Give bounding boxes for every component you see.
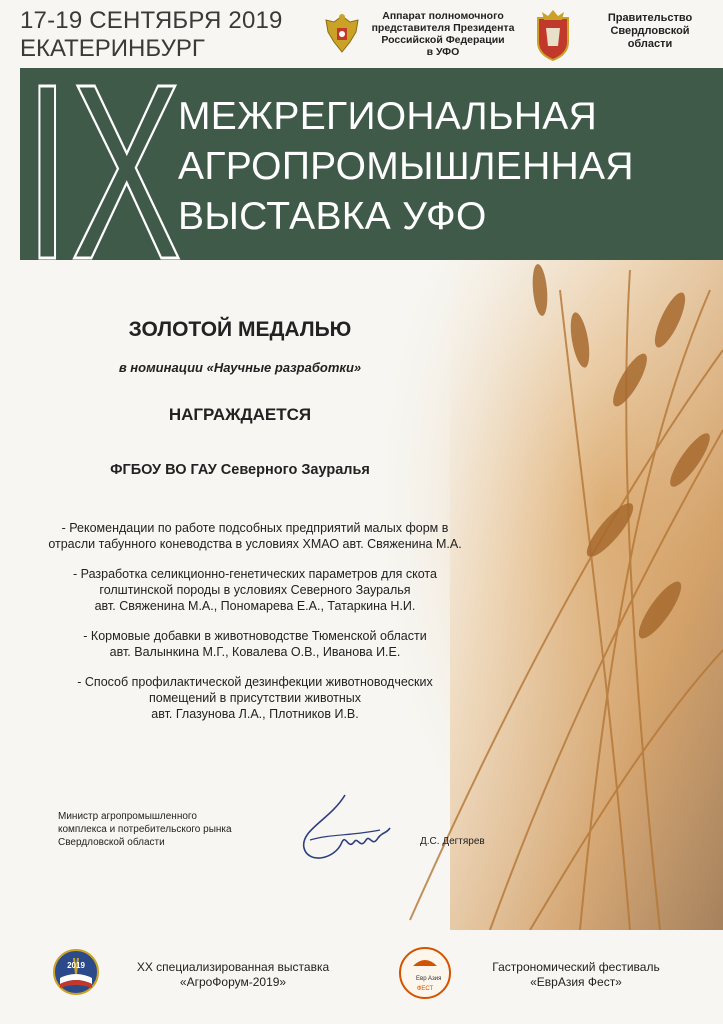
title-line-1: МЕЖРЕГИОНАЛЬНАЯ bbox=[178, 95, 598, 138]
recipient-name: ФГБОУ ВО ГАУ Северного Зауралья bbox=[110, 462, 370, 478]
roman-numeral-text: IX bbox=[24, 52, 182, 272]
work-line: авт. Свяженина М.А., Пономарева Е.А., Татаркина Н.И. bbox=[94, 599, 416, 613]
footer-right-line: «ЕврАзия Фест» bbox=[530, 975, 622, 989]
work-line: авт. Глазунова Л.А., Плотников И.В. bbox=[151, 707, 359, 721]
work-line: отрасли табунного коневодства в условиях ХМАО авт. Свяженина М.А. bbox=[48, 537, 462, 551]
footer-left-text bbox=[108, 960, 358, 990]
eurasia-logo-line: Евр bbox=[416, 976, 427, 982]
footer-left-line: XX специализированная выставка bbox=[136, 960, 330, 974]
org2-line: Правительство bbox=[607, 12, 693, 24]
work-item bbox=[20, 674, 490, 722]
org1-line: Российской Федерации bbox=[381, 34, 505, 46]
position-line: Свердловской области bbox=[58, 837, 165, 848]
work-line: - Способ профилактической дезинфекции животноводческих bbox=[77, 675, 433, 689]
works-list bbox=[20, 520, 490, 736]
sverdlovsk-coat-of-arms-icon bbox=[528, 8, 578, 62]
org1-line: Аппарат полномочного bbox=[382, 10, 504, 22]
award-medal: ЗОЛОТОЙ МЕДАЛЬЮ bbox=[128, 318, 352, 341]
work-line: - Рекомендации по работе подсобных предприятий малых форм в bbox=[61, 521, 449, 535]
work-line: голштинской породы в условиях Северного Зауралья bbox=[99, 583, 411, 597]
footer-right-text bbox=[456, 960, 696, 990]
work-item bbox=[20, 520, 490, 552]
eurasia-logo-line: ФЕСТ bbox=[416, 986, 434, 992]
position-line: Министр агропромышленного bbox=[58, 811, 197, 822]
work-line: - Разработка селикционно-генетических параметров для скота bbox=[73, 567, 437, 581]
work-line: помещений в присутствии животных bbox=[148, 691, 362, 705]
org1-line: представителя Президента bbox=[371, 22, 515, 34]
org2-line: Свердловской bbox=[610, 25, 690, 37]
org2-line: области bbox=[627, 38, 673, 50]
work-item bbox=[20, 628, 490, 660]
position-line: комплекса и потребительского рынка bbox=[58, 824, 232, 835]
russia-coat-of-arms-icon bbox=[320, 12, 364, 58]
roman-numeral-ix bbox=[20, 52, 190, 272]
handwritten-signature-icon bbox=[290, 790, 400, 870]
signer-name: Д.С. Дегтярев bbox=[420, 836, 485, 847]
title-line-2: АГРОПРОМЫШЛЕННАЯ bbox=[178, 145, 634, 188]
eurasia-logo-line: Азия bbox=[428, 976, 442, 982]
awarded-heading: НАГРАЖДАЕТСЯ bbox=[168, 405, 312, 424]
agroforum-logo-year: 2019 bbox=[67, 961, 85, 970]
eurasia-fest-logo-icon bbox=[398, 946, 452, 1000]
event-city: ЕКАТЕРИНБУРГ bbox=[20, 35, 205, 62]
agroforum-logo-icon bbox=[52, 948, 100, 996]
footer-right-line: Гастрономический фестиваль bbox=[492, 960, 660, 974]
event-date: 17-19 СЕНТЯБРЯ 2019 bbox=[20, 7, 283, 34]
org1-line: в УФО bbox=[426, 46, 460, 58]
org-presidential-envoy bbox=[368, 10, 518, 58]
footer-left-line: «АгроФорум-2019» bbox=[179, 975, 287, 989]
minister-position bbox=[58, 810, 232, 849]
title-line-3: ВЫСТАВКА УФО bbox=[178, 195, 487, 238]
org-sverdlovsk-government bbox=[590, 12, 710, 51]
work-line: - Кормовые добавки в животноводстве Тюменской области bbox=[83, 629, 427, 643]
work-line: авт. Валынкина М.Г., Ковалева О.В., Иванова И.Е. bbox=[109, 645, 401, 659]
award-nomination: в номинации «Научные разработки» bbox=[118, 360, 362, 375]
work-item bbox=[20, 566, 490, 614]
